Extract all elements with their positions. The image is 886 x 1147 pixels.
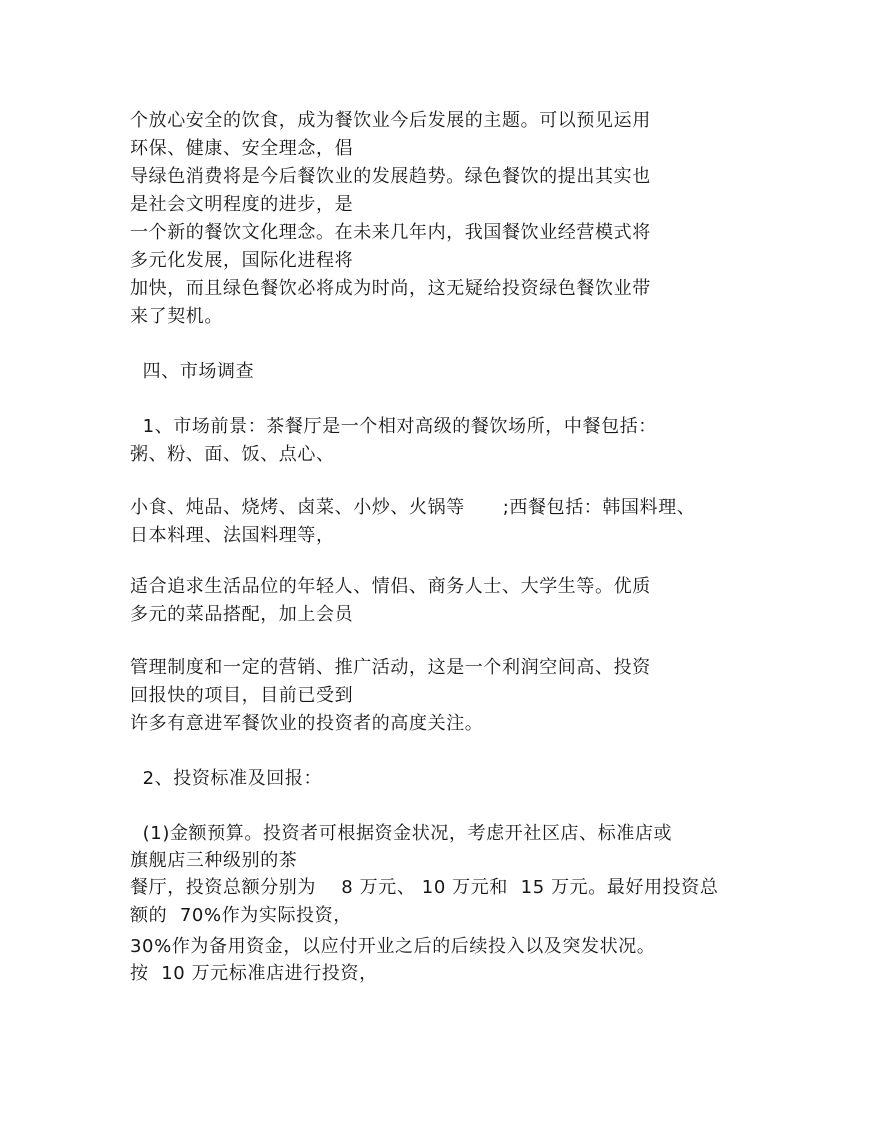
text-line: 按 10 万元标准店进行投资， [130,963,378,984]
text-line: 小食、炖品、烧烤、卤菜、小炒、火锅等 ;西餐包括：韩国料理、 [130,497,696,518]
text-line: 个放心安全的饮食，成为餐饮业今后发展的主题。可以预见运用 [130,110,651,131]
text-line: 加快，而且绿色餐饮必将成为时尚，这无疑给投资绿色餐饮业带 [130,278,651,299]
text-line: 2、投资标准及回报： [130,768,323,789]
text-line: 多元化发展，国际化进程将 [130,250,354,271]
text-line: 旗舰店三种级别的茶 [130,850,298,871]
text-line: 30%作为备用资金，以应付开业之后的后续投入以及突发状况。 [130,936,656,957]
text-line: 导绿色消费将是今后餐饮业的发展趋势。绿色餐饮的提出其实也 [130,166,651,187]
text-line: 四、市场调查 [130,361,255,382]
text-line: 一个新的餐饮文化理念。在未来几年内，我国餐饮业经营模式将 [130,222,651,243]
text-line: 适合追求生活品位的年轻人、情侣、商务人士、大学生等。优质 [130,576,651,597]
text-line: 是社会文明程度的进步，是 [130,194,354,215]
text-line: 环保、健康、安全理念，倡 [130,138,354,159]
text-line: 日本料理、法国料理等， [130,525,335,546]
text-line: 1、市场前景：茶餐厅是一个相对高级的餐饮场所，中餐包括： [130,416,657,437]
text-line: 额的 70%作为实际投资， [130,905,352,926]
text-line: 来了契机。 [130,306,223,327]
text-line: 多元的菜品搭配，加上会员 [130,604,354,625]
text-line: 许多有意进军餐饮业的投资者的高度关注。 [130,713,484,734]
text-line: 管理制度和一定的营销、推广活动，这是一个利润空间高、投资 [130,657,651,678]
text-line: (1)金额预算。投资者可根据资金状况，考虑开社区店、标准店或 [130,823,673,844]
text-line: 回报快的项目，目前已受到 [130,685,354,706]
text-line: 粥、粉、面、饭、点心、 [130,444,335,465]
text-line: 餐厅，投资总额分别为 8 万元、 10 万元和 15 万元。最好用投资总 [130,877,719,898]
